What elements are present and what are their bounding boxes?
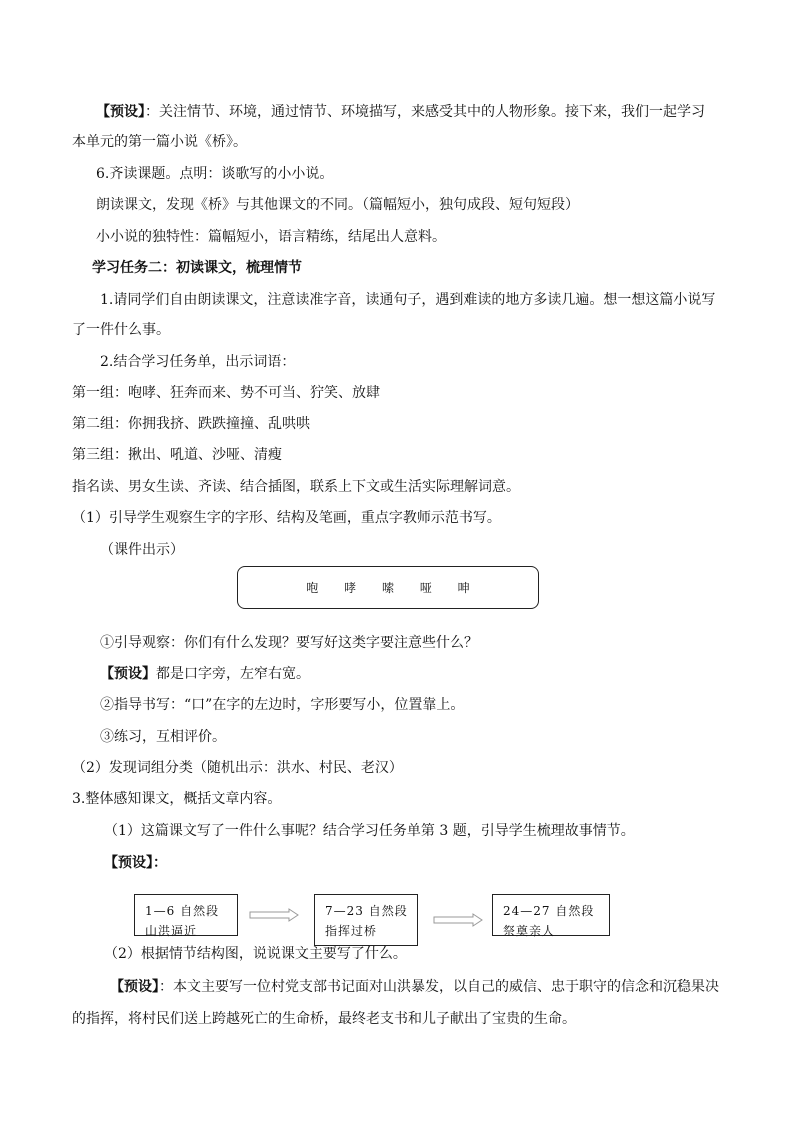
char-item: 呻 — [457, 581, 470, 595]
char-item: 哑 — [419, 581, 432, 595]
preset-text: 都是口字旁，左窄右宽。 — [156, 666, 310, 682]
paragraph-read-text: 朗读课文，发现《桥》与其他课文的不同。（篇幅短小，独句成段、短句短段） — [96, 197, 579, 213]
paragraph-novel-features: 小小说的独特性：篇幅短小，语言精练，结尾出人意料。 — [96, 229, 446, 245]
paragraph-word-classify: （2）发现词组分类（随机出示：洪水、村民、老汉） — [72, 760, 403, 776]
preset-label: 【预设】 — [96, 104, 145, 120]
paragraph-guide-observe: ①引导观察：你们有什么发现？要写好这类字要注意些什么？ — [100, 635, 478, 651]
arrow-right-icon — [433, 913, 483, 927]
plot-summary: 祭奠亲人 — [503, 924, 556, 938]
paragraph-task-1b: 了一件什么事。 — [72, 322, 170, 338]
paragraph-preset-1b: 本单元的第一篇小说《桥》。 — [72, 134, 247, 150]
paragraph-story-question: （1）这篇课文写了一件什么事呢？结合学习任务单第 3 题，引导学生梳理故事情节。 — [104, 823, 635, 839]
char-item: 嗦 — [381, 581, 394, 595]
paragraph-preset-1a — [96, 102, 705, 122]
preset-text: ：本文主要写一位村党支部书记面对山洪暴发，以自己的威信、忠于职守的信念和沉稳果决 — [159, 979, 719, 995]
paragraph-preset-4a — [110, 977, 719, 997]
preset-label: 【预设】 — [110, 979, 159, 995]
preset-text: ：关注情节、环境，通过情节、环境描写，来感受其中的人物形象。接下来，我们一起学习 — [145, 104, 705, 120]
plot-range: 7—23 自然段 — [325, 904, 408, 918]
arrow-right-icon — [249, 908, 299, 922]
word-group-1: 第一组：咆哮、狂奔而来、势不可当、狞笑、放肆 — [72, 385, 380, 401]
word-group-2: 第二组：你拥我挤、跌跌撞撞、乱哄哄 — [72, 416, 310, 432]
paragraph-task-2: 2.结合学习任务单，出示词语： — [100, 354, 296, 370]
paragraph-practice: ③练习，互相评价。 — [100, 729, 226, 745]
paragraph-structure-summary: （2）根据情节结构图，说说课文主要写了什么。 — [104, 946, 407, 962]
paragraph-courseware: （课件出示） — [100, 542, 184, 558]
character-list — [238, 579, 538, 596]
word-group-3: 第三组：揪出、吼道、沙哑、清瘦 — [72, 447, 282, 463]
plot-box-1 — [134, 894, 238, 936]
plot-range: 1—6 自然段 — [145, 904, 220, 918]
paragraph-read-title: 6.齐读课题。点明：谈歌写的小小说。 — [96, 166, 334, 182]
paragraph-task-1a: 1.请同学们自由朗读课文，注意读准字音，读通句子，遇到难读的地方多读几遍。想一想这篇小说写 — [100, 292, 716, 308]
plot-box-3 — [492, 894, 610, 936]
char-item: 咆 — [306, 581, 319, 595]
paragraph-overall-perception: 3.整体感知课文，概括文章内容。 — [72, 791, 282, 807]
character-box — [237, 566, 539, 609]
plot-summary: 指挥过桥 — [325, 924, 378, 938]
paragraph-guide-writing: ②指导书写：“口”在字的左边时，字形要写小，位置靠上。 — [100, 697, 465, 713]
paragraph-reading-methods: 指名读、男女生读、齐读、结合插图，联系上下文或生活实际理解词意。 — [72, 479, 520, 495]
plot-range: 24—27 自然段 — [503, 904, 595, 918]
preset-label: 【预设】 — [100, 666, 156, 682]
paragraph-observe-chars: （1）引导学生观察生字的字形、结构及笔画，重点字教师示范书写。 — [72, 510, 501, 526]
paragraph-preset-2 — [100, 664, 310, 684]
char-item: 哮 — [344, 581, 357, 595]
plot-summary: 山洪逼近 — [145, 924, 198, 938]
section-heading-task-2: 学习任务二：初读课文，梳理情节 — [92, 260, 302, 276]
plot-box-2 — [314, 894, 418, 946]
paragraph-preset-3: 【预设】： — [104, 855, 167, 871]
paragraph-preset-4b: 的指挥，将村民们送上跨越死亡的生命桥，最终老支书和儿子献出了宝贵的生命。 — [72, 1011, 576, 1027]
